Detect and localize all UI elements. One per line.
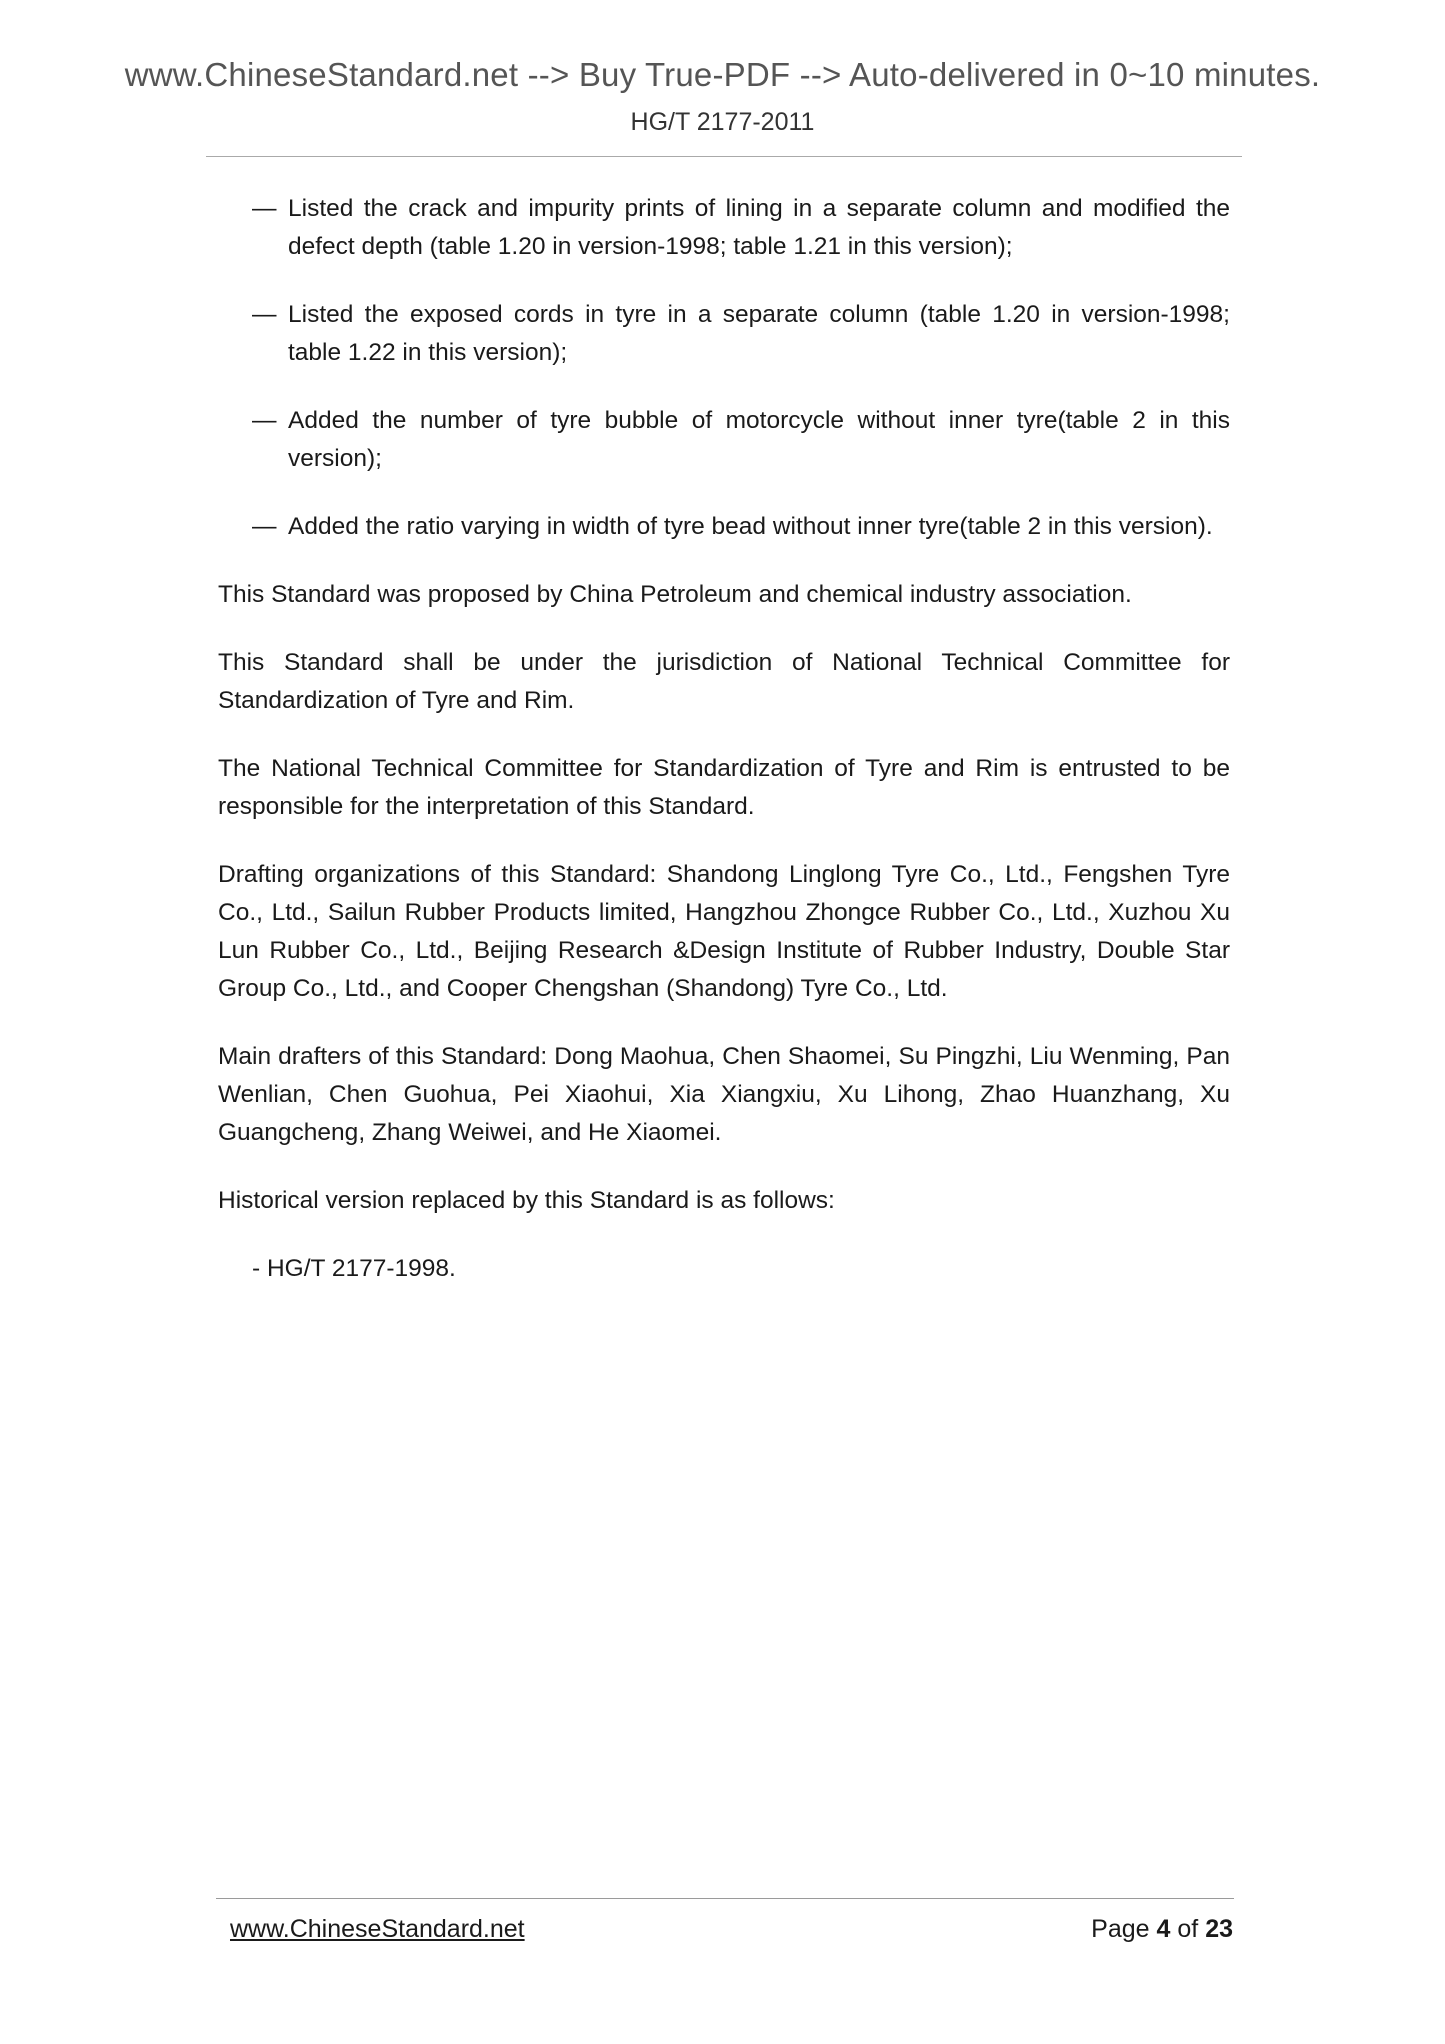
page-current: 4 <box>1156 1915 1171 1943</box>
page-indicator <box>1091 1915 1233 1944</box>
drafting-organizations-paragraph: Drafting organizations of this Standard: Shandong Linglong Tyre Co., Ltd., Fengshen Tyre Co., Ltd., Sailun Rubber Products limited, Hangzhou Zhongce Rubber Co., Ltd., Xuzhou Xu Lun Rubber Co., Ltd., Beijing Research &Design Institute of Rubber Industry, Double Star Group Co., Ltd., and Cooper Chengshan (Shandong) Tyre Co., Ltd. <box>218 861 1230 1002</box>
page-total: 23 <box>1205 1915 1233 1943</box>
change-item-text: Added the ratio varying in width of tyre bead without inner tyre(table 2 in this version). <box>288 513 1213 540</box>
footer-divider <box>216 1898 1234 1899</box>
historical-version-intro: Historical version replaced by this Standard is as follows: <box>218 1187 835 1214</box>
document-code: HG/T 2177-2011 <box>630 108 815 136</box>
dash-marker: — <box>252 195 277 222</box>
dash-marker: — <box>252 301 277 328</box>
site-banner: www.ChineseStandard.net --> Buy True-PDF --> Auto-delivered in 0~10 minutes. <box>124 56 1321 93</box>
footer-site-link[interactable]: www.ChineseStandard.net <box>230 1915 525 1943</box>
page-word: Page <box>1091 1915 1150 1943</box>
change-item <box>218 190 1230 266</box>
jurisdiction-paragraph: This Standard shall be under the jurisdiction of National Technical Committee for Standardization of Tyre and Rim. <box>218 649 1230 714</box>
main-drafters-paragraph: Main drafters of this Standard: Dong Maohua, Chen Shaomei, Su Pingzhi, Liu Wenming, Pan Wenlian, Chen Guohua, Pei Xiaohui, Xia Xiangxiu, Xu Lihong, Zhao Huanzhang, Xu Guangcheng, Zhang Weiwei, and He Xiaomei. <box>218 1043 1230 1146</box>
interpretation-paragraph: The National Technical Committee for Standardization of Tyre and Rim is entrusted to be responsible for the interpretation of this Standard. <box>218 755 1230 820</box>
dash-marker: — <box>252 407 277 434</box>
proposed-by-paragraph: This Standard was proposed by China Petroleum and chemical industry association. <box>218 581 1132 608</box>
change-item-text: Added the number of tyre bubble of motorcycle without inner tyre(table 2 in this version); <box>288 407 1230 472</box>
change-item-text: Listed the crack and impurity prints of lining in a separate column and modified the defect depth (table 1.20 in version-1998; table 1.21 in this version); <box>288 195 1230 260</box>
change-item-text: Listed the exposed cords in tyre in a separate column (table 1.20 in version-1998; table 1.22 in this version); <box>288 301 1230 366</box>
header-divider <box>206 156 1242 157</box>
page-content <box>218 190 1230 1318</box>
historical-version-item: - HG/T 2177-1998. <box>252 1255 456 1282</box>
change-item <box>218 296 1230 372</box>
page-of: of <box>1177 1915 1199 1943</box>
change-item <box>218 508 1230 546</box>
dash-marker: — <box>252 513 277 540</box>
change-item <box>218 402 1230 478</box>
